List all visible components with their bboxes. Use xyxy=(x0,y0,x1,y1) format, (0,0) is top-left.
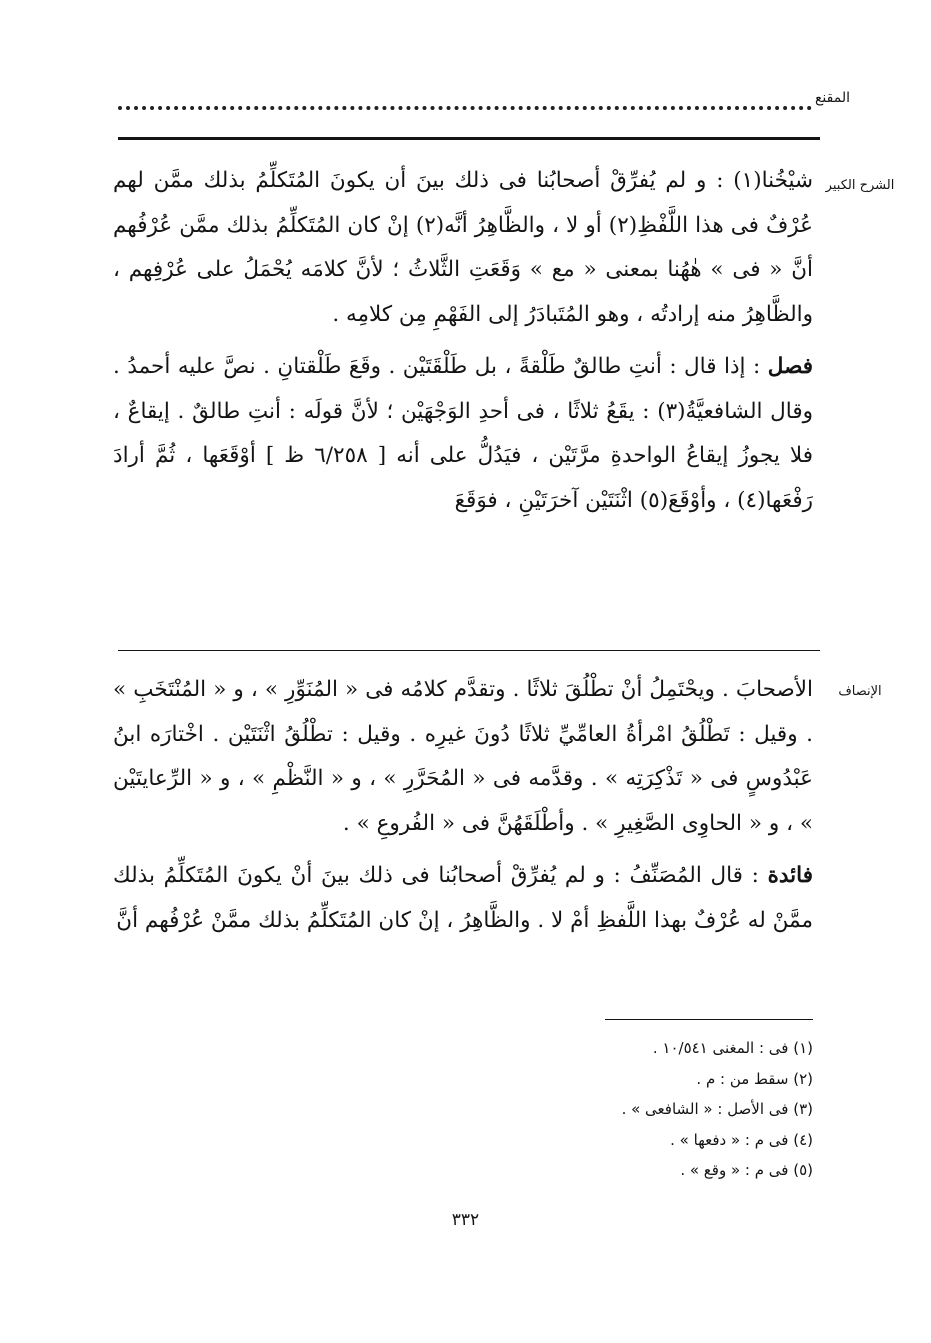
footnotes xyxy=(393,1033,813,1186)
paragraph-text: الأصحابَ . ويحْتَمِلُ أنْ تطْلُقَ ثلاثًا . وتقدَّم كلامُه فى « المُنَوِّرِ » ، و « المُنْتَخَبِ » . وقيل : تَطْلُقُ امْرأةُ العامِّيِّ ثلاثًا دُونَ غيرِه . وقيل : تطْلُقُ اثْنَتَيْن . اخْتارَه ابنُ عَبْدُوسٍ فى « تَذْكِرَتِه » . وقدَّمه فى « المُحَرَّرِ » ، و « النَّظْمِ » ، و « الرِّعايتَيْن » ، و « الحاوِى الصَّغِيرِ » . وأطْلَقَهُنَّ فى « الفُروعِ » . xyxy=(113,677,813,836)
footnote-rule xyxy=(605,1019,813,1020)
section-sharh-kabir xyxy=(113,159,813,523)
running-header xyxy=(118,90,850,126)
paragraph xyxy=(113,854,813,943)
header-title: المقنع xyxy=(814,90,850,106)
paragraph xyxy=(113,159,813,337)
footnote: (٢) سقط من : م . xyxy=(696,1069,813,1088)
paragraph xyxy=(113,668,813,846)
footnote: (١) فى : المغنى ١٠/٥٤١ . xyxy=(652,1039,813,1057)
header-rule xyxy=(118,137,820,140)
footnote: (٣) فى الأصل : « الشافعى » . xyxy=(621,1100,813,1118)
page-number: ٣٣٢ xyxy=(451,1210,480,1230)
paragraph-lead: فصل xyxy=(767,354,813,379)
section-label-insaf: الإنصاف xyxy=(838,684,882,699)
header-dotted-leader xyxy=(118,94,812,110)
section-insaf xyxy=(113,668,813,943)
footnote: (٥) فى م : « وقع » . xyxy=(680,1161,813,1179)
paragraph-text: شيْخُنا(١) : و لم يُفرِّقْ أصحابُنا فى ذلك بينَ أن يكونَ المُتَكلِّمُ بذلك ممَّن لهم عُرْفٌ فى هذا اللَّفْظِ(٢) أو لا ، والظَّاهِرُ أنَّه(٢) إنْ كان المُتَكلِّمُ بذلك ممَّن عُرْفُهم أنَّ « فى » هٰهُنا بمعنى « مع » وَقَعَتِ الثَّلاثُ ؛ لأنَّ كلامَه يُحْمَلُ على عُرْفِهم ، والظَّاهِرُ منه إرادتُه ، وهو المُتَبادَرُ إلى الفَهْمِ مِن كلامِه . xyxy=(113,168,813,327)
footnote: (٤) فى م : « دفعها » . xyxy=(670,1130,813,1149)
paragraph-text: : قال المُصَنِّفُ : و لم يُفرِّقْ أصحابُنا فى ذلك بينَ أنْ يكونَ المُتَكلِّمُ بذلك ممَّنْ له عُرْفٌ بهذا اللَّفظِ أمْ لا . والظَّاهِرُ ، إنْ كان المُتَكلِّمُ بذلك ممَّنْ عُرْفُهم أنَّ xyxy=(113,863,813,933)
section-label-sharh: الشرح الكبير xyxy=(825,178,895,193)
paragraph xyxy=(113,345,813,523)
section-divider xyxy=(118,650,820,651)
paragraph-lead: فائدة xyxy=(767,863,813,888)
paragraph-text: : إذا قال : أنتِ طالقٌ طَلْقةً ، بل طَلْقَتَيْن . وقَعَ طَلْقتانِ . نصَّ عليه أحمدُ . وقال الشافعيَّةُ(٣) : يقَعُ ثلاثًا ، فى أحدِ الوَجْهَيْن ؛ لأنَّ قولَه : أنتِ طالقٌ . إيقاعٌ ، فلا يجوزُ إيقاعُ الواحدةِ مرَّتَيْن ، فيَدُلُّ على أنه [ ٦/٢٥٨ ظ ] أوْقَعَها ، ثُمَّ أرادَ رَفْعَها(٤) ، وأوْقَعَ(٥) اثْنَتَيْن آخرَتَيْنِ ، فوَقَعَ xyxy=(113,354,813,513)
